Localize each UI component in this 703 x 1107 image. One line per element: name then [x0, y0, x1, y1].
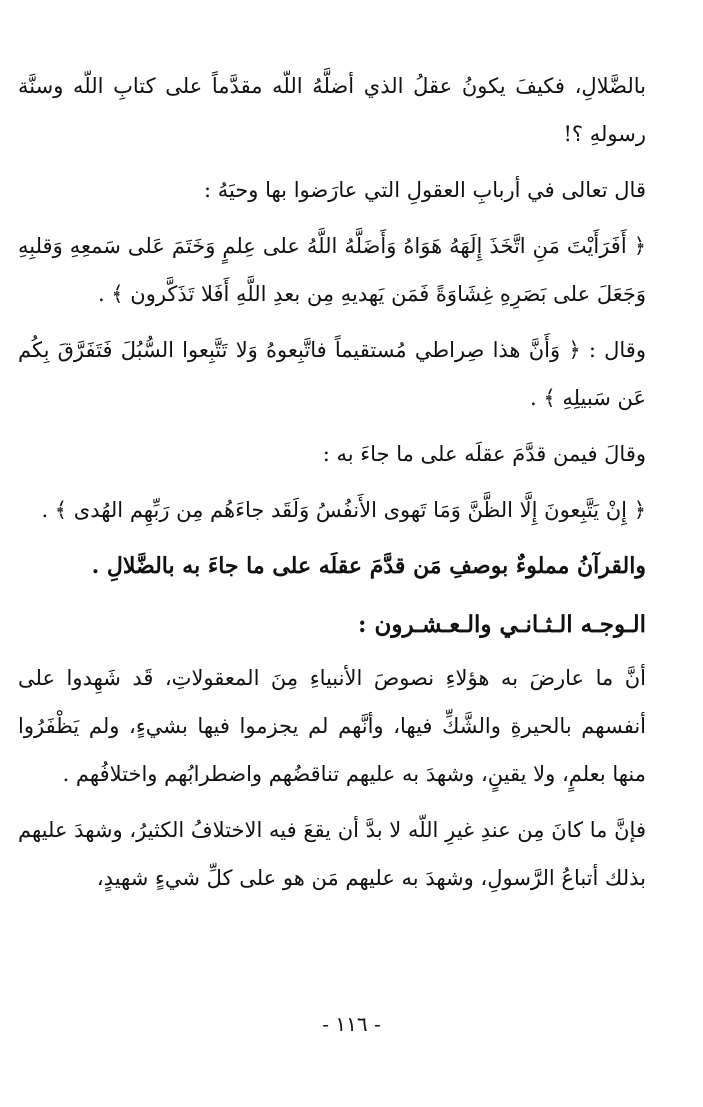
- paragraph-argument-1: أنَّ ما عارضَ به هؤلاءِ نصوصَ الأنبياءِ مِنَ المعقولاتِ، قَد شَهِدوا على أنفسهم بالحيرةِ والشَّكِّ فيها، وأنَّهم لم يجزموا فيها بشيءٍ، ولم يَظْفَرُوا منها بعلمٍ، ولا يقينٍ، وشهدَ به عليهم تناقضُهم واضطرابُهم واختلافُهم .: [18, 666, 646, 786]
- paragraph-verse-intro-2: وقالَ فيمن قدَّمَ عقلَه على ما جاءَ به :: [322, 442, 646, 466]
- paragraph-verse-intro: قال تعالى في أربابِ العقولِ التي عارَضوا بها وحيَهُ :: [203, 178, 646, 202]
- paragraph-argument-2: فإنَّ ما كانَ مِن عندِ غيرِ اللّه لا بدَّ أن يقعَ فيه الاختلافُ الكثيرُ، وشهدَ عليهم بذلك أتباعُ الرَّسولِ، وشهدَ به عليهم مَن هو على كلِّ شيءٍ شهيدٍ،: [18, 818, 646, 890]
- quran-verse-3: ﴿ إِنْ يَتَّبِعونَ إِلَّا الظَّنَّ وَمَا تَهوى الأَنفُسُ وَلَقَد جاءَهُم مِن رَبِّهِم الهُدى ﴾ .: [41, 498, 646, 522]
- page-number: - ١١٦ -: [322, 1012, 381, 1036]
- quran-verse-1: ﴿ أَفَرَأَيْتَ مَنِ اتَّخَذَ إِلَهَهُ هَوَاهُ وَأَضَلَّهُ اللَّهُ على عِلمٍ وَخَتَمَ عَلى سَمعِهِ وَقلبِهِ وَجَعَلَ على بَصَرِهِ غِشَاوَةً فَمَن يَهديهِ مِن بعدِ اللَّهِ أَفَلا تَذَكَّرون ﴾ .: [18, 234, 646, 306]
- bold-statement: والقرآنُ مملوءٌ بوصفِ مَن قدَّمَ عقلَه على ما جاءَ به بالضَّلالِ .: [91, 553, 646, 579]
- page-body: [18, 62, 646, 902]
- quran-verse-2: وقال : ﴿ وَأَنَّ هذا صِراطي مُستقيماً فاتَّبِعوهُ وَلا تَتَّبِعوا السُّبُلَ فَتَفَرَّقَ بِكُم عَن سَبيلِهِ ﴾ .: [18, 338, 646, 410]
- section-heading: الـوجـه الـثـانـي والـعـشـرون :: [358, 611, 646, 638]
- paragraph-continuation: بالضَّلالِ، فكيفَ يكونُ عقلُ الذي أضلَّهُ اللّه مقدَّماً على كتابِ اللّه وسنَّة رسولهِ ؟!: [18, 74, 646, 146]
